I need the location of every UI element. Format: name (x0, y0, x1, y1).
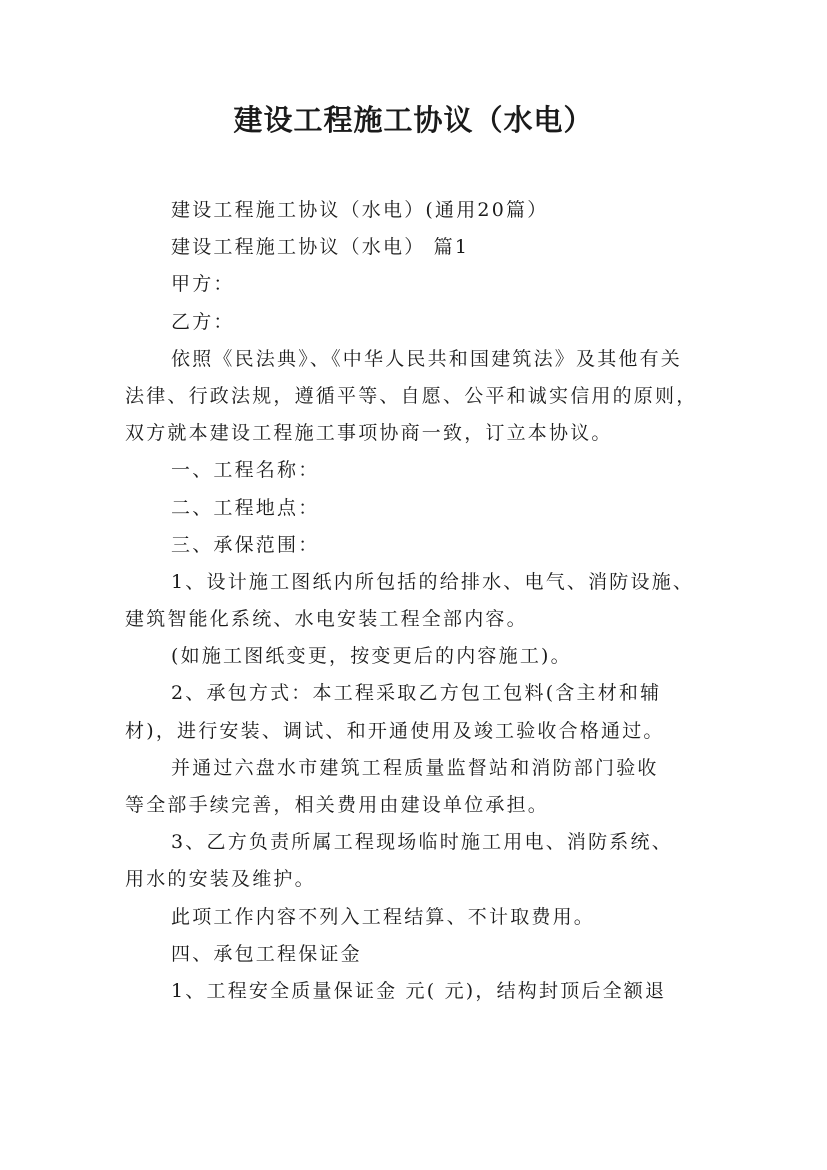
text-line: 2、承包方式：本工程采取乙方包工包料(含主材和辅 (171, 682, 662, 705)
text-line: 1、工程安全质量保证金 元( 元)，结构封顶后全额退 (171, 979, 667, 1002)
text-line: 并通过六盘水市建筑工程质量监督站和消防部门验收 (171, 756, 659, 779)
text-line: 建设工程施工协议（水电） 篇1 (171, 236, 470, 259)
document-title: 建设工程施工协议（水电） (233, 103, 594, 137)
text-line: 一、工程名称： (171, 459, 320, 482)
text-line: 二、工程地点： (171, 496, 320, 519)
document-body (125, 192, 715, 1010)
text-line: 此项工作内容不列入工程结算、不计取费用。 (171, 905, 596, 928)
text-line: 3、乙方负责所属工程现场临时施工用电、消防系统、 (171, 831, 673, 854)
text-line: 双方就本建设工程施工事项协商一致，订立本协议。 (125, 422, 613, 445)
text-line: 用水的安装及维护。 (125, 868, 316, 891)
text-line: 材)，进行安装、调试、和开通使用及竣工验收合格通过。 (125, 719, 665, 742)
text-line: 三、承保范围： (171, 533, 320, 556)
text-line: 建筑智能化系统、水电安装工程全部内容。 (125, 608, 528, 631)
text-line: 法律、行政法规，遵循平等、自愿、公平和诚实信用的原则， (125, 384, 698, 407)
text-line: 依照《民法典》、《中华人民共和国建筑法》及其他有关 (171, 347, 683, 370)
text-line: 四、承包工程保证金 (171, 942, 362, 965)
text-line: 1、设计施工图纸内所包括的给排水、电气、消防设施、 (171, 570, 695, 593)
text-line: 建设工程施工协议（水电）(通用20篇） (171, 199, 549, 221)
text-line: 等全部手续完善，相关费用由建设单位承担。 (125, 794, 550, 816)
text-line: 甲方： (171, 273, 235, 296)
text-line: 乙方： (171, 310, 235, 333)
text-line: (如施工图纸变更，按变更后的内容施工)。 (171, 645, 572, 668)
